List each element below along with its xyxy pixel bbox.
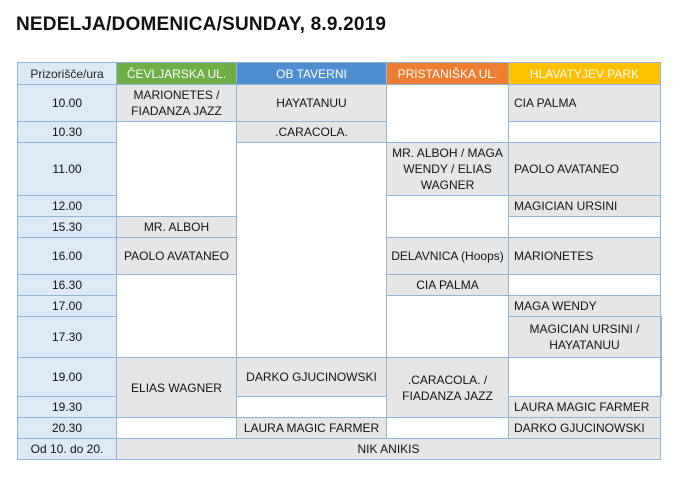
header-cevljarska: ČEVLJARSKA UL. xyxy=(117,63,237,85)
header-hlavatyjev-park: HLAVATYJEV PARK xyxy=(509,63,661,85)
empty-cell xyxy=(387,296,509,358)
empty-cell xyxy=(237,397,387,418)
empty-cell xyxy=(237,143,387,358)
empty-cell xyxy=(387,418,509,439)
empty-cell xyxy=(509,217,661,238)
event-cell: MAGICIAN URSINI xyxy=(509,196,661,217)
empty-cell xyxy=(117,275,237,358)
event-cell: HAYATANUU xyxy=(237,85,387,122)
time-cell: 19.30 xyxy=(18,397,117,418)
event-cell: MARIONETES / FIADANZA JAZZ xyxy=(117,85,237,122)
event-cell: MARIONETES xyxy=(509,238,661,275)
empty-cell xyxy=(117,418,237,439)
table-row xyxy=(18,418,662,439)
table-row xyxy=(18,439,662,460)
time-cell: 10.30 xyxy=(18,122,117,143)
allday-event-cell: NIK ANIKIS xyxy=(117,439,661,460)
schedule-table xyxy=(17,62,662,460)
table-row xyxy=(18,358,662,397)
empty-cell xyxy=(387,196,509,238)
time-cell: 19.00 xyxy=(18,358,117,397)
event-cell: LAURA MAGIC FARMER xyxy=(237,418,387,439)
page-title: NEDELJA/DOMENICA/SUNDAY, 8.9.2019 xyxy=(16,14,387,35)
table-row xyxy=(18,397,662,418)
time-cell: 16.00 xyxy=(18,238,117,275)
event-cell: MAGA WENDY xyxy=(509,296,661,317)
time-cell: 15.30 xyxy=(18,217,117,238)
event-cell: PAOLO AVATANEO xyxy=(509,143,661,196)
time-cell: Od 10. do 20. xyxy=(18,439,117,460)
header-pristaniska: PRISTANIŠKA UL. xyxy=(387,63,509,85)
event-cell: .CARACOLA. / FIADANZA JAZZ xyxy=(387,358,509,418)
empty-cell xyxy=(117,122,237,217)
time-cell: 16.30 xyxy=(18,275,117,296)
event-cell: PAOLO AVATANEO xyxy=(117,238,237,275)
time-cell: 17.00 xyxy=(18,296,117,317)
header-row xyxy=(18,63,662,85)
time-cell: 20.30 xyxy=(18,418,117,439)
event-cell: DARKO GJUCINOWSKI xyxy=(237,358,387,397)
time-cell: 11.00 xyxy=(18,143,117,196)
time-cell: 17.30 xyxy=(18,317,117,358)
event-cell: CIA PALMA xyxy=(387,275,509,296)
event-cell: MR. ALBOH xyxy=(117,217,237,238)
table-row xyxy=(18,85,662,122)
event-cell: MR. ALBOH / MAGA WENDY / ELIAS WAGNER xyxy=(387,143,509,196)
time-cell: 12.00 xyxy=(18,196,117,217)
header-ob-taverni: OB TAVERNI xyxy=(237,63,387,85)
empty-cell xyxy=(509,122,661,143)
event-cell: .CARACOLA. xyxy=(237,122,387,143)
event-cell: DELAVNICA (Hoops) xyxy=(387,238,509,275)
empty-cell xyxy=(661,317,662,397)
event-cell: ELIAS WAGNER xyxy=(117,358,237,418)
event-cell: CIA PALMA xyxy=(509,85,661,122)
time-cell: 10.00 xyxy=(18,85,117,122)
empty-cell xyxy=(509,275,661,296)
table-row xyxy=(18,122,662,143)
event-cell: MAGICIAN URSINI / HAYATANUU xyxy=(509,317,661,358)
event-cell: DARKO GJUCINOWSKI xyxy=(509,418,661,439)
empty-cell xyxy=(387,85,509,143)
table-row xyxy=(18,143,662,196)
header-location: Prizorišče/ura xyxy=(18,63,117,85)
event-cell: LAURA MAGIC FARMER xyxy=(509,397,661,418)
